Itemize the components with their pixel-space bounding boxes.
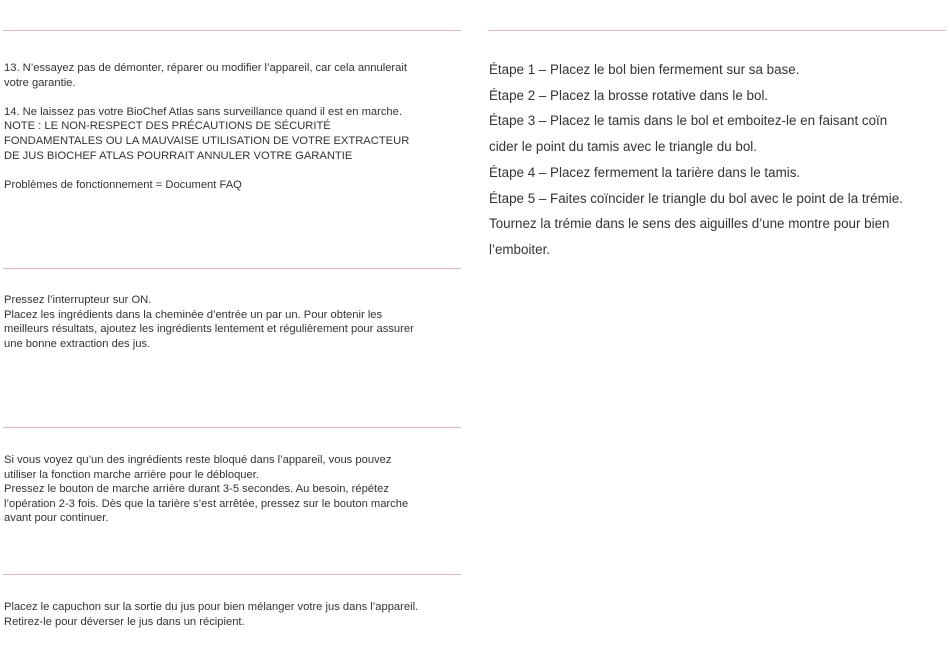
juice-cap-instructions: Placez le capuchon sur la sortie du jus pour bien mélanger votre jus dans l’appareil. Retirez-le pour déverser le jus dans un récipient. xyxy=(4,601,419,628)
step-line: Étape 2 – Placez la brosse rotative dans le bol. xyxy=(489,87,769,103)
juice-cap-section xyxy=(4,600,462,629)
section-divider xyxy=(488,30,946,31)
assembly-steps xyxy=(489,57,947,263)
section-divider xyxy=(3,574,461,575)
step-line: l’emboiter. xyxy=(489,241,551,257)
warning-disassembly: 13. N’essayez pas de démonter, réparer ou modifier l’appareil, car cela annulerait votre garantie. xyxy=(4,62,407,89)
section-divider xyxy=(3,427,461,428)
step-line: Étape 3 – Placez le tamis dans le bol et emboitez-le en faisant coïn xyxy=(489,113,888,129)
step-line: cider le point du tamis avec le triangle du bol. xyxy=(489,139,757,155)
section-divider xyxy=(3,30,461,31)
faq-reference: Problèmes de fonctionnement = Document FAQ xyxy=(4,178,242,191)
reverse-instructions: Si vous voyez qu’un des ingrédients reste bloqué dans l’appareil, vous pouvez utiliser la fonction marche arrière pour le débloquer. Pressez le bouton de marche arrière durant 3-5 secondes. Au besoin, répétez l’opération 2-3 fois. Dès que la tarière s’est arrêtée, pressez sur le bouton marche avant pour continuer. xyxy=(4,454,409,525)
step-line: Étape 1 – Placez le bol bien fermement sur sa base. xyxy=(489,62,800,77)
safety-notes-section xyxy=(4,61,462,192)
step-line: Étape 5 – Faites coïncider le triangle du bol avec le point de la trémie. xyxy=(489,190,903,206)
reverse-function-section xyxy=(4,453,462,526)
operation-instructions: Pressez l’interrupteur sur ON. Placez les ingrédients dans la cheminée d’entrée un par un. Pour obtenir les meilleurs résultats, ajoutez les ingrédients lentement et régulièrement pour assurer une bonne extraction des jus. xyxy=(4,294,414,350)
section-divider xyxy=(3,268,461,269)
warning-supervision: 14. Ne laissez pas votre BioChef Atlas sans surveillance quand il est en marche. NOTE : LE NON-RESPECT DES PRÉCAUTIONS DE SÉCURITÉ FONDAMENTALES OU LA MAUVAISE UTILISATION DE VOTRE EXTRACTEUR DE JUS BIOCHEF ATLAS POURRAIT ANNULER VOTRE GARANTIE xyxy=(4,105,410,162)
step-line: Tournez la trémie dans le sens des aiguilles d’une montre pour bien xyxy=(489,216,890,232)
operation-section xyxy=(4,293,462,351)
step-line: Étape 4 – Placez fermement la tarière dans le tamis. xyxy=(489,164,801,180)
